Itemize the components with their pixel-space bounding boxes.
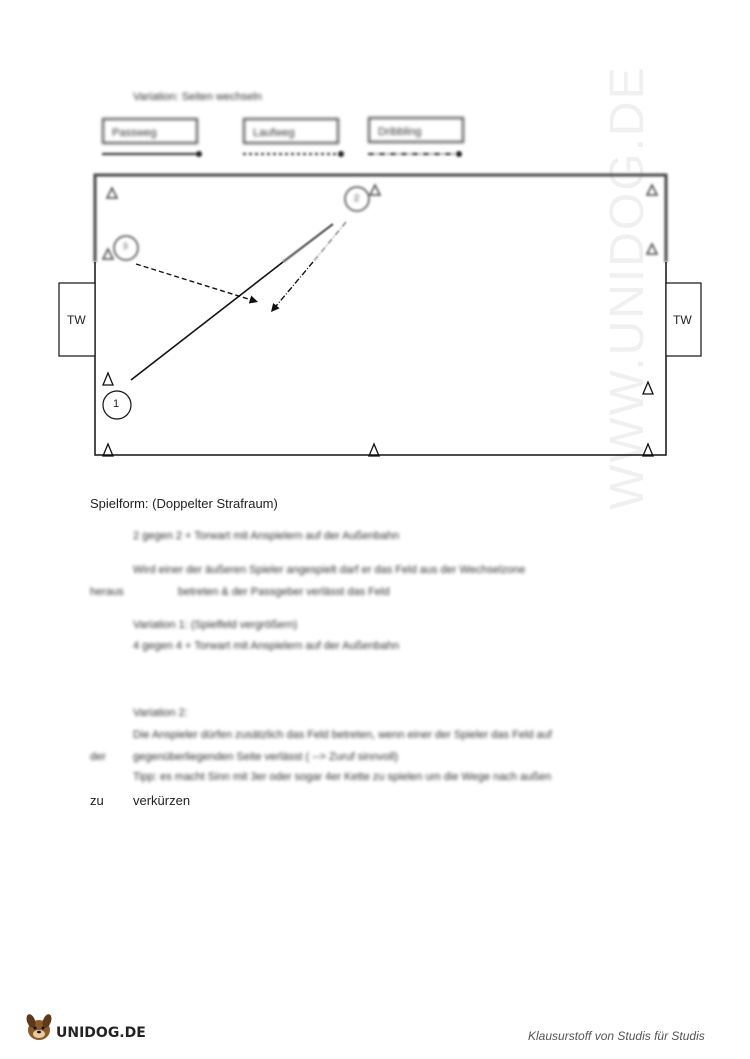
variation-2-line-2: gegenüberliegenden Seite verlässt ( --> Zuruf sinnvoll) [133, 751, 399, 763]
variation-1-text: 4 gegen 4 + Torwart mit Anspielern auf der Außenbahn [133, 640, 400, 652]
field-lower-border [95, 262, 666, 455]
pass-line-upper [283, 224, 333, 262]
legend-run-label: Laufweg [253, 127, 295, 139]
watermark-text: WWW.UNIDOG.DE [601, 65, 654, 510]
goalkeeper-right-label: TW [673, 313, 692, 327]
para-2-prefix: heraus [90, 586, 124, 598]
variation-2-line-3: Tipp: es macht Sinn mit 3er oder sogar 4er Kette zu spielen um die Wege nach außen [133, 771, 552, 783]
cone-icon [643, 444, 653, 456]
variation-2-line-4: verkürzen [133, 793, 191, 808]
para-2-line-1: Wird einer der äußeren Spieler angespielt darf er das Feld aus der Wechselzone [133, 564, 526, 576]
cone-icon [647, 185, 657, 195]
dribble-line [271, 262, 313, 312]
player-1-number: 1 [113, 398, 120, 410]
player-2-number: 2 [354, 193, 360, 203]
legend-pass-label: Passweg [112, 127, 157, 139]
cone-icon [103, 373, 113, 385]
cone-icon [107, 188, 117, 198]
variation-1-title: Variation 1: (Spielfeld vergrößern) [133, 619, 298, 631]
para-1: 2 gegen 2 + Torwart mit Anspielern auf der Außenbahn [133, 530, 400, 542]
variation-2-prefix: der [90, 751, 106, 763]
goalkeeper-left-label: TW [67, 313, 86, 327]
field-diagram [0, 0, 750, 500]
variation-2-line-4-prefix: zu [90, 793, 104, 808]
section-heading: Spielform: (Doppelter Strafraum) [90, 496, 278, 511]
para-2-line-2: betreten & der Passgeber verlässt das Feld [178, 586, 390, 598]
variation-2-line-1: Die Anspieler dürfen zusätzlich das Feld betreten, wenn einer der Spieler das Feld auf [133, 729, 552, 741]
legend-dribble-label: Dribbling [378, 126, 422, 138]
variation-line: Variation: Seiten wechseln [133, 91, 262, 103]
cone-icon [370, 185, 380, 195]
cone-icon [103, 444, 113, 456]
legend-arrows [102, 151, 462, 157]
player-3-number: 3 [123, 242, 128, 251]
cone-icon [369, 444, 379, 456]
footer-slogan: Klausurstoff von Studis für Studis [528, 1029, 705, 1043]
footer-brand: UNIDOG.DE [56, 1025, 146, 1041]
cone-icon [643, 382, 653, 394]
field-upper-border [95, 175, 666, 262]
cone-icon [103, 249, 113, 259]
cone-icon [647, 244, 657, 254]
pass-line [131, 262, 283, 380]
run-line [136, 264, 258, 302]
unidog-logo-icon [22, 1010, 56, 1044]
variation-2-title: Variation 2: [133, 707, 188, 719]
